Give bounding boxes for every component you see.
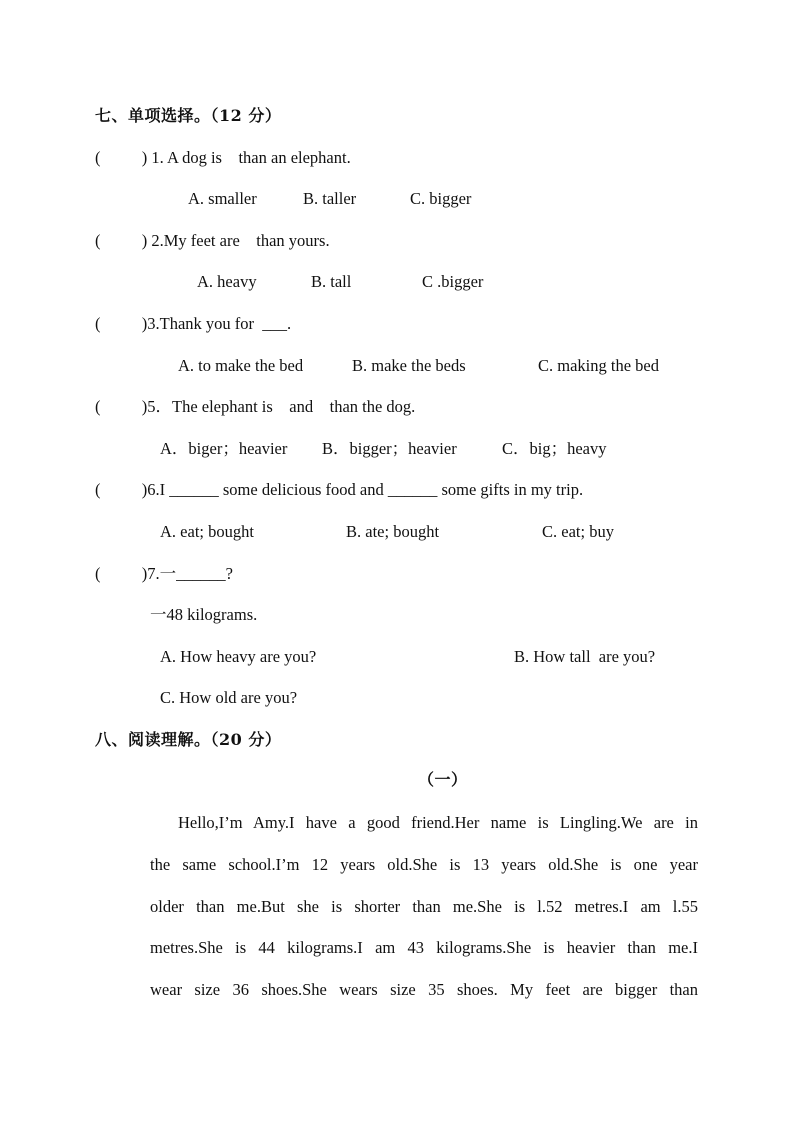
section-8-title: 八、阅读理解。（20 分）	[95, 730, 282, 749]
passage-line: older than me.But she is shorter than me.She is l.52 metres.I am l.55	[150, 897, 698, 916]
option-a: A. to make the bed	[178, 356, 304, 375]
option-c: C .bigger	[422, 272, 484, 291]
option-b: B. ate; bought	[346, 522, 440, 541]
option-a: A. How heavy are you?	[160, 647, 317, 666]
option-b: B．bigger；heavier	[322, 439, 457, 458]
question-stem: ( ) 2.My feet are than yours.	[95, 231, 330, 250]
passage-line: metres.She is 44 kilograms.I am 43 kilograms.She is heavier than me.I	[150, 938, 698, 957]
passage-line: the same school.I’m 12 years old.She is 13 years old.She is one year	[150, 855, 698, 874]
question-stem: ( )5．The elephant is and than the dog.	[95, 397, 416, 416]
option-c: C. bigger	[410, 189, 472, 208]
option-a: A. eat; bought	[160, 522, 254, 541]
answer-line: 一48 kilograms.	[150, 605, 258, 624]
section-7-title: 七、单项选择。（12 分）	[95, 106, 282, 125]
question-stem: ( )3.Thank you for ___.	[95, 314, 292, 333]
option-b: B. tall	[311, 272, 352, 291]
option-c: C．big；heavy	[502, 439, 607, 458]
question-stem: ( ) 1. A dog is than an elephant.	[95, 148, 351, 167]
option-b: B. How tall are you?	[514, 647, 656, 666]
question-stem: ( )6.I ______ some delicious food and ______ some gifts in my trip.	[95, 480, 584, 499]
option-a: A. heavy	[197, 272, 257, 291]
option-b: B. taller	[303, 189, 357, 208]
option-b: B. make the beds	[352, 356, 466, 375]
option-c: C. How old are you?	[160, 688, 298, 707]
passage-line: wear size 36 shoes.She wears size 35 shoes. My feet are bigger than	[150, 980, 698, 999]
option-a: A. smaller	[188, 189, 257, 208]
option-c: C. eat; buy	[542, 522, 614, 541]
option-c: C. making the bed	[538, 356, 659, 375]
passage-part-label: （一）	[418, 770, 468, 789]
passage-line: Hello,I’m Amy.I have a good friend.Her name is Lingling.We are in	[178, 813, 698, 832]
option-a: A．biger；heavier	[160, 439, 288, 458]
question-stem: ( )7.一______?	[95, 564, 233, 583]
